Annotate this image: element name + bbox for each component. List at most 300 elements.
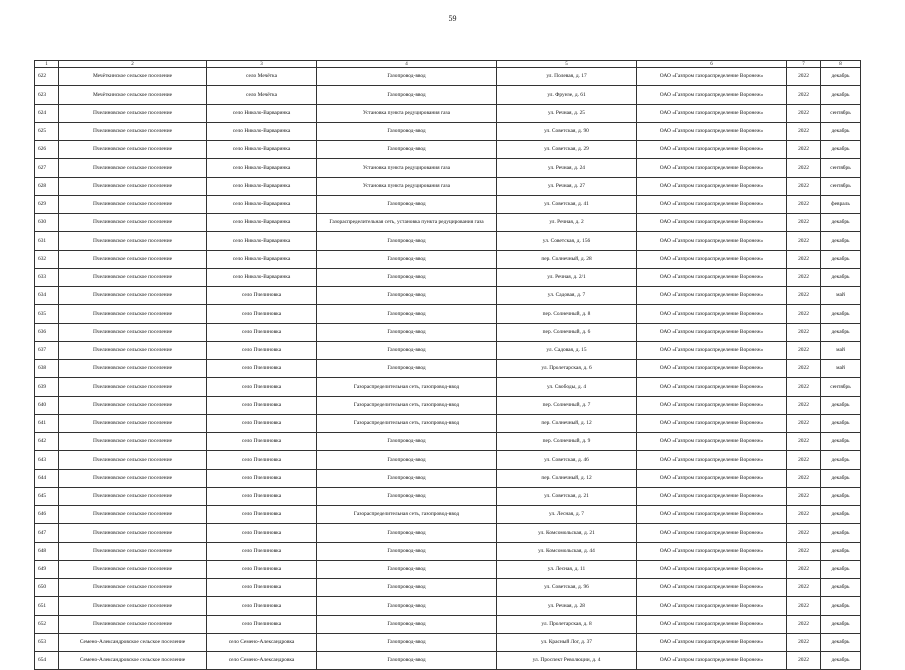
table-cell: 2022 [787, 214, 821, 232]
table-cell: Установка пункта редуцирования газа [317, 159, 497, 177]
table-cell: 637 [35, 341, 59, 359]
table-cell: 643 [35, 451, 59, 469]
table-row [35, 104, 861, 122]
table-cell: ОАО «Газпром газораспределение Воронеж» [637, 451, 787, 469]
table-row [35, 524, 861, 542]
table-cell: декабрь [821, 414, 861, 432]
table-cell: май [821, 287, 861, 305]
table-cell: декабрь [821, 560, 861, 578]
table-cell: пер. Солнечный, д. 12 [497, 469, 637, 487]
table-cell: Пчелиновское сельское поселение [59, 323, 207, 341]
table-cell: село Пчелиновка [207, 524, 317, 542]
table-cell: пер. Солнечный, д. 8 [497, 305, 637, 323]
table-row [35, 68, 861, 86]
table-cell: ОАО «Газпром газораспределение Воронеж» [637, 86, 787, 104]
table-cell: ОАО «Газпром газораспределение Воронеж» [637, 597, 787, 615]
table-cell: ОАО «Газпром газораспределение Воронеж» [637, 195, 787, 213]
page-number: 59 [448, 14, 457, 23]
table-cell: село Пчелиновка [207, 542, 317, 560]
table-cell: 627 [35, 159, 59, 177]
table-cell: декабрь [821, 323, 861, 341]
table-cell: Мечёткинское сельское поселение [59, 86, 207, 104]
table-row [35, 305, 861, 323]
table-cell: ул. Речная, д. 24 [497, 159, 637, 177]
table-cell: пер. Солнечный, д. 6 [497, 323, 637, 341]
table-cell: 650 [35, 579, 59, 597]
table-cell: 651 [35, 597, 59, 615]
table-cell: пер. Солнечный, д. 28 [497, 250, 637, 268]
table-row [35, 141, 861, 159]
table-cell: Газопровод-ввод [317, 323, 497, 341]
table-cell: 638 [35, 360, 59, 378]
table-cell: Пчелиновское сельское поселение [59, 232, 207, 250]
table-cell: Установка пункта редуцирования газа [317, 177, 497, 195]
table-row [35, 341, 861, 359]
column-number-5: 5 [497, 61, 637, 68]
table-cell: Газопровод-ввод [317, 451, 497, 469]
table-row [35, 86, 861, 104]
table-cell: ОАО «Газпром газораспределение Воронеж» [637, 633, 787, 651]
table-cell: сентябрь [821, 159, 861, 177]
table-row [35, 396, 861, 414]
table-cell: Газопровод-ввод [317, 652, 497, 670]
table-cell: 2022 [787, 122, 821, 140]
table-cell: Пчелиновское сельское поселение [59, 177, 207, 195]
table-cell: 2022 [787, 287, 821, 305]
table-cell: 639 [35, 378, 59, 396]
table-cell: 2022 [787, 177, 821, 195]
table-cell: Пчелиновское сельское поселение [59, 579, 207, 597]
table-cell: сентябрь [821, 378, 861, 396]
table-cell: село Николо-Варваринка [207, 141, 317, 159]
table-row [35, 506, 861, 524]
table-cell: село Мечётка [207, 86, 317, 104]
table-cell: 635 [35, 305, 59, 323]
table-row [35, 268, 861, 286]
table-cell: ул. Комсомольская, д. 21 [497, 524, 637, 542]
table-cell: село Пчелиновка [207, 396, 317, 414]
table-cell: 2022 [787, 524, 821, 542]
table-row [35, 469, 861, 487]
table-cell: 2022 [787, 232, 821, 250]
table-cell: пер. Солнечный, д. 9 [497, 433, 637, 451]
table-cell: Газопровод-ввод [317, 487, 497, 505]
table-cell: ул. Садовая, д. 15 [497, 341, 637, 359]
table-cell: ОАО «Газпром газораспределение Воронеж» [637, 542, 787, 560]
table-cell: село Николо-Варваринка [207, 214, 317, 232]
table-cell: Пчелиновское сельское поселение [59, 396, 207, 414]
table-cell: Газопровод-ввод [317, 250, 497, 268]
table-cell: 646 [35, 506, 59, 524]
table-cell: ул. Советская, д. 29 [497, 141, 637, 159]
table-cell: ОАО «Газпром газораспределение Воронеж» [637, 287, 787, 305]
table-cell: Газопровод-ввод [317, 633, 497, 651]
table-row [35, 542, 861, 560]
table-cell: село Николо-Варваринка [207, 177, 317, 195]
table-row [35, 287, 861, 305]
table-cell: ОАО «Газпром газораспределение Воронеж» [637, 378, 787, 396]
table-cell: пер. Солнечный, д. 12 [497, 414, 637, 432]
table-cell: 634 [35, 287, 59, 305]
table-cell: Семено-Александровское сельское поселение [59, 633, 207, 651]
table-cell: 2022 [787, 451, 821, 469]
table-cell: ул. Советская, д. 21 [497, 487, 637, 505]
table-cell: ОАО «Газпром газораспределение Воронеж» [637, 487, 787, 505]
table-cell: 640 [35, 396, 59, 414]
table-cell: село Пчелиновка [207, 469, 317, 487]
table-row [35, 195, 861, 213]
column-number-1: 1 [35, 61, 59, 68]
table-cell: Газопровод-ввод [317, 524, 497, 542]
column-number-3: 3 [207, 61, 317, 68]
table-row [35, 177, 861, 195]
table-cell: декабрь [821, 396, 861, 414]
table-cell: 653 [35, 633, 59, 651]
table-cell: село Пчелиновка [207, 360, 317, 378]
table-cell: село Пчелиновка [207, 487, 317, 505]
table-cell: Пчелиновское сельское поселение [59, 524, 207, 542]
table-cell: декабрь [821, 250, 861, 268]
table-cell: 622 [35, 68, 59, 86]
table-row [35, 159, 861, 177]
table-cell: 636 [35, 323, 59, 341]
table-cell: декабрь [821, 451, 861, 469]
table-row [35, 378, 861, 396]
table-cell: 2022 [787, 159, 821, 177]
table-cell: сентябрь [821, 177, 861, 195]
table-cell: Газопровод-ввод [317, 542, 497, 560]
table-cell: ОАО «Газпром газораспределение Воронеж» [637, 579, 787, 597]
table-cell: пер. Солнечный, д. 7 [497, 396, 637, 414]
table-cell: 628 [35, 177, 59, 195]
table-cell: ул. Речная, д. 28 [497, 597, 637, 615]
table-cell: село Пчелиновка [207, 433, 317, 451]
table-cell: ОАО «Газпром газораспределение Воронеж» [637, 323, 787, 341]
table-row [35, 232, 861, 250]
table-cell: Пчелиновское сельское поселение [59, 104, 207, 122]
table-cell: Пчелиновское сельское поселение [59, 560, 207, 578]
table-cell: декабрь [821, 305, 861, 323]
table-cell: май [821, 360, 861, 378]
table-row [35, 122, 861, 140]
table-cell: декабрь [821, 506, 861, 524]
table-row [35, 560, 861, 578]
table-cell: ОАО «Газпром газораспределение Воронеж» [637, 433, 787, 451]
table-cell: 2022 [787, 341, 821, 359]
table-cell: декабрь [821, 122, 861, 140]
table-cell: село Семено-Александровка [207, 633, 317, 651]
table-cell: ОАО «Газпром газораспределение Воронеж» [637, 560, 787, 578]
table-cell: село Пчелиновка [207, 378, 317, 396]
table-cell: ОАО «Газпром газораспределение Воронеж» [637, 652, 787, 670]
table-cell: 2022 [787, 195, 821, 213]
table-cell: село Пчелиновка [207, 341, 317, 359]
table-cell: Газопровод-ввод [317, 360, 497, 378]
table-row [35, 360, 861, 378]
table-cell: Газопровод-ввод [317, 68, 497, 86]
table-cell: ул. Садовая, д. 7 [497, 287, 637, 305]
table-cell: 2022 [787, 323, 821, 341]
table-cell: 641 [35, 414, 59, 432]
table-cell: село Пчелиновка [207, 579, 317, 597]
table-cell: 626 [35, 141, 59, 159]
table-cell: село Пчелиновка [207, 287, 317, 305]
table-cell: село Пчелиновка [207, 615, 317, 633]
table-cell: село Мечётка [207, 68, 317, 86]
table-row [35, 652, 861, 670]
table-cell: 2022 [787, 560, 821, 578]
table-row [35, 615, 861, 633]
table-cell: 625 [35, 122, 59, 140]
table-cell: село Пчелиновка [207, 414, 317, 432]
table-cell: 654 [35, 652, 59, 670]
table-cell: Пчелиновское сельское поселение [59, 506, 207, 524]
table-cell: Пчелиновское сельское поселение [59, 341, 207, 359]
table-cell: 648 [35, 542, 59, 560]
table-cell: Газораспределительная сеть, газопровод-ввод [317, 414, 497, 432]
table-cell: Пчелиновское сельское поселение [59, 378, 207, 396]
table-cell: Газопровод-ввод [317, 268, 497, 286]
table-cell: Газопровод-ввод [317, 122, 497, 140]
table-cell: ОАО «Газпром газораспределение Воронеж» [637, 615, 787, 633]
table-cell: 2022 [787, 141, 821, 159]
table-cell: ОАО «Газпром газораспределение Воронеж» [637, 506, 787, 524]
table-cell: декабрь [821, 579, 861, 597]
table-cell: село Пчелиновка [207, 597, 317, 615]
table-cell: 2022 [787, 615, 821, 633]
table-cell: Газопровод-ввод [317, 341, 497, 359]
table-cell: ОАО «Газпром газораспределение Воронеж» [637, 104, 787, 122]
table-cell: Газораспределительная сеть, газопровод-ввод [317, 396, 497, 414]
table-cell: 2022 [787, 597, 821, 615]
table-cell: 629 [35, 195, 59, 213]
table-row [35, 579, 861, 597]
table-cell: Газопровод-ввод [317, 141, 497, 159]
table-cell: декабрь [821, 597, 861, 615]
table-row [35, 214, 861, 232]
table-cell: село Пчелиновка [207, 305, 317, 323]
table-cell: ул. Проспект Революции, д. 4 [497, 652, 637, 670]
table-cell: Газопровод-ввод [317, 195, 497, 213]
table-cell: Пчелиновское сельское поселение [59, 250, 207, 268]
table-cell: 2022 [787, 360, 821, 378]
column-number-4: 4 [317, 61, 497, 68]
table-cell: 2022 [787, 542, 821, 560]
table-cell: 2022 [787, 414, 821, 432]
table-row [35, 597, 861, 615]
table-cell: Мечёткинское сельское поселение [59, 68, 207, 86]
table-cell: 2022 [787, 652, 821, 670]
table-cell: 2022 [787, 378, 821, 396]
table-cell: Семено-Александровское сельское поселение [59, 652, 207, 670]
table-cell: 631 [35, 232, 59, 250]
table-cell: 2022 [787, 579, 821, 597]
table-cell: Газопровод-ввод [317, 305, 497, 323]
table-cell: ул. Советская, д. 96 [497, 579, 637, 597]
table-cell: 2022 [787, 396, 821, 414]
table-cell: 642 [35, 433, 59, 451]
table-cell: Пчелиновское сельское поселение [59, 305, 207, 323]
table-cell: ул. Свободы, д. 4 [497, 378, 637, 396]
table-cell: ул. Речная, д. 27 [497, 177, 637, 195]
table-cell: декабрь [821, 542, 861, 560]
table-cell: ОАО «Газпром газораспределение Воронеж» [637, 122, 787, 140]
table-cell: Газопровод-ввод [317, 469, 497, 487]
column-number-6: 6 [637, 61, 787, 68]
table-cell: Пчелиновское сельское поселение [59, 451, 207, 469]
table-row [35, 633, 861, 651]
table-cell: декабрь [821, 214, 861, 232]
table-cell: Газораспределительная сеть, газопровод-ввод [317, 506, 497, 524]
table-cell: ОАО «Газпром газораспределение Воронеж» [637, 469, 787, 487]
table-cell: ул. Речная, д. 25 [497, 104, 637, 122]
table-cell: село Николо-Варваринка [207, 104, 317, 122]
table-cell: ОАО «Газпром газораспределение Воронеж» [637, 305, 787, 323]
table-cell: 623 [35, 86, 59, 104]
table-cell: декабрь [821, 232, 861, 250]
table-cell: ул. Лесная, д. 11 [497, 560, 637, 578]
table-row [35, 323, 861, 341]
table-row [35, 250, 861, 268]
table-cell: 647 [35, 524, 59, 542]
table-cell: 2022 [787, 487, 821, 505]
table-cell: 2022 [787, 433, 821, 451]
table-cell: Пчелиновское сельское поселение [59, 287, 207, 305]
table-cell: 2022 [787, 305, 821, 323]
table-cell: декабрь [821, 268, 861, 286]
table-cell: 630 [35, 214, 59, 232]
table-cell: Газопровод-ввод [317, 232, 497, 250]
table-cell: село Пчелиновка [207, 560, 317, 578]
table-cell: 645 [35, 487, 59, 505]
table-cell: село Николо-Варваринка [207, 195, 317, 213]
table-cell: село Николо-Варваринка [207, 268, 317, 286]
table-cell: ул. Полевая, д. 17 [497, 68, 637, 86]
table-cell: ул. Советская, д. 156 [497, 232, 637, 250]
table-cell: Газопровод-ввод [317, 433, 497, 451]
table-cell: 2022 [787, 86, 821, 104]
table-cell: май [821, 341, 861, 359]
table-cell: 2022 [787, 506, 821, 524]
table-cell: Пчелиновское сельское поселение [59, 487, 207, 505]
table-cell: декабрь [821, 68, 861, 86]
table-cell: декабрь [821, 652, 861, 670]
table-cell: Пчелиновское сельское поселение [59, 414, 207, 432]
table-cell: декабрь [821, 86, 861, 104]
table-cell: село Николо-Варваринка [207, 232, 317, 250]
column-number-7: 7 [787, 61, 821, 68]
table-cell: декабрь [821, 487, 861, 505]
table-cell: ОАО «Газпром газораспределение Воронеж» [637, 360, 787, 378]
table-cell: 633 [35, 268, 59, 286]
table-cell: декабрь [821, 469, 861, 487]
table-header-row [35, 61, 861, 68]
table-cell: 2022 [787, 104, 821, 122]
table-cell: ОАО «Газпром газораспределение Воронеж» [637, 214, 787, 232]
table-row [35, 433, 861, 451]
table-cell: ул. Советская, д. 90 [497, 122, 637, 140]
table-cell: 2022 [787, 250, 821, 268]
table-cell: ОАО «Газпром газораспределение Воронеж» [637, 68, 787, 86]
table-cell: ул. Комсомольская, д. 44 [497, 542, 637, 560]
table-cell: село Пчелиновка [207, 506, 317, 524]
table-cell: село Пчелиновка [207, 323, 317, 341]
table-cell: ОАО «Газпром газораспределение Воронеж» [637, 159, 787, 177]
table-cell: 644 [35, 469, 59, 487]
table-cell: Пчелиновское сельское поселение [59, 141, 207, 159]
table-cell: Газопровод-ввод [317, 579, 497, 597]
table-cell: Газопровод-ввод [317, 597, 497, 615]
table-cell: ул. Советская, д. 41 [497, 195, 637, 213]
schedule-table [34, 60, 861, 670]
table-cell: Пчелиновское сельское поселение [59, 159, 207, 177]
table-cell: Пчелиновское сельское поселение [59, 122, 207, 140]
table-cell: ОАО «Газпром газораспределение Воронеж» [637, 177, 787, 195]
column-number-8: 8 [821, 61, 861, 68]
table-cell: Газопровод-ввод [317, 615, 497, 633]
table-cell: Пчелиновское сельское поселение [59, 360, 207, 378]
table-row [35, 451, 861, 469]
table-cell: 632 [35, 250, 59, 268]
table-cell: декабрь [821, 524, 861, 542]
table-cell: Пчелиновское сельское поселение [59, 214, 207, 232]
table-cell: Установка пункта редуцирования газа [317, 104, 497, 122]
table-cell: Пчелиновское сельское поселение [59, 615, 207, 633]
table-cell: 2022 [787, 633, 821, 651]
table-cell: ОАО «Газпром газораспределение Воронеж» [637, 414, 787, 432]
table-cell: сентябрь [821, 104, 861, 122]
table-cell: село Николо-Варваринка [207, 122, 317, 140]
table-row [35, 487, 861, 505]
table-cell: 2022 [787, 469, 821, 487]
table-cell: Пчелиновское сельское поселение [59, 268, 207, 286]
table-cell: Газопровод-ввод [317, 86, 497, 104]
table-cell: 2022 [787, 68, 821, 86]
table-cell: 649 [35, 560, 59, 578]
table-cell: февраль [821, 195, 861, 213]
table-cell: Газораспределительная сеть, установка пункта редуцирования газа [317, 214, 497, 232]
table-cell: село Пчелиновка [207, 451, 317, 469]
table-cell: ОАО «Газпром газораспределение Воронеж» [637, 524, 787, 542]
table-cell: ОАО «Газпром газораспределение Воронеж» [637, 268, 787, 286]
table-cell: ОАО «Газпром газораспределение Воронеж» [637, 396, 787, 414]
table-row [35, 414, 861, 432]
table-cell: ОАО «Газпром газораспределение Воронеж» [637, 141, 787, 159]
table-cell: Пчелиновское сельское поселение [59, 597, 207, 615]
table-cell: ул. Советская, д. 46 [497, 451, 637, 469]
table-cell: декабрь [821, 433, 861, 451]
table-cell: ул. Пролетарская, д. 6 [497, 360, 637, 378]
table-cell: Газопровод-ввод [317, 560, 497, 578]
table-cell: 624 [35, 104, 59, 122]
table-cell: Пчелиновское сельское поселение [59, 469, 207, 487]
table-cell: ул. Красный Лог, д. 37 [497, 633, 637, 651]
table-cell: ОАО «Газпром газораспределение Воронеж» [637, 341, 787, 359]
table-cell: Пчелиновское сельское поселение [59, 433, 207, 451]
table-cell: ОАО «Газпром газораспределение Воронеж» [637, 250, 787, 268]
table-cell: ОАО «Газпром газораспределение Воронеж» [637, 232, 787, 250]
table-cell: декабрь [821, 141, 861, 159]
table-cell: Пчелиновское сельское поселение [59, 195, 207, 213]
table-cell: ул. Речная, д. 2 [497, 214, 637, 232]
table-cell: Пчелиновское сельское поселение [59, 542, 207, 560]
table-cell: декабрь [821, 615, 861, 633]
table-cell: село Семено-Александровка [207, 652, 317, 670]
table-cell: декабрь [821, 633, 861, 651]
table-cell: ул. Лесная, д. 7 [497, 506, 637, 524]
table-cell: 652 [35, 615, 59, 633]
column-number-2: 2 [59, 61, 207, 68]
